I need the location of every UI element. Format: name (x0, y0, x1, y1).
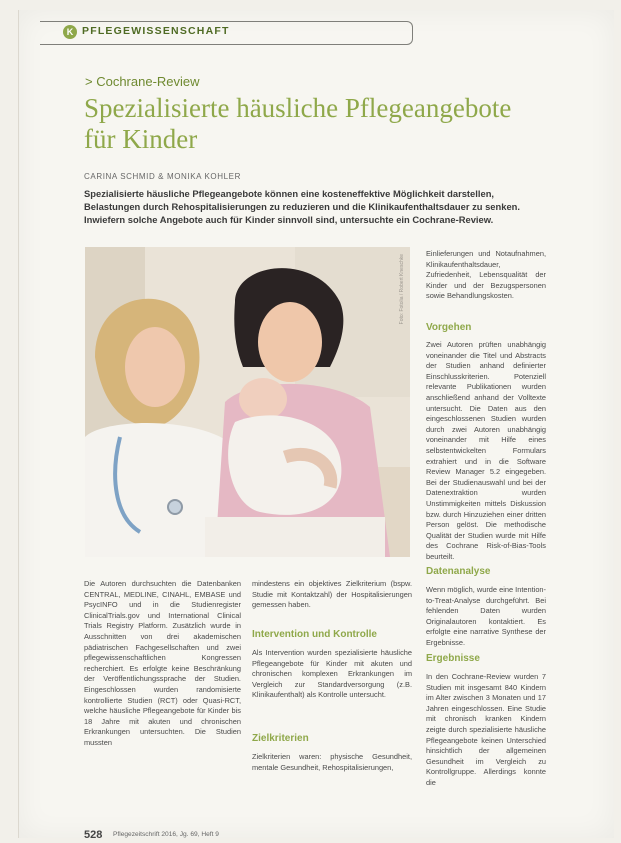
zielkriterien-body (252, 752, 412, 773)
article-lead: Spezialisierte häusliche Pflegeangebote können eine kosteneffektive Möglichkeit darstellen, Belastungen durch Rehospitalisierungen zu reduzieren und die Klinikaufenthaltsdauer zu senken. Inwiefern solche Angebote auch für Kinder sinnvoll sind, untersuchte ein Cochrane-Review. (84, 188, 521, 226)
col3-intro-text: Einlieferungen und Notaufnahmen, Klinikaufenthaltsdauer, Zufriedenheit, Lebensqualität der Kinder und der Bezugspersonen sowie Behandlungskosten. (426, 249, 546, 301)
vorgehen-body (426, 340, 546, 562)
intervention-heading: Intervention und Kontrolle (252, 629, 377, 640)
col3-intro (426, 249, 546, 302)
article-photo (85, 247, 410, 557)
section-icon: K (63, 25, 77, 39)
photo-credit: Foto: Fotolia / Robert Kneschke (399, 254, 405, 325)
col1-body (84, 579, 241, 749)
col2-top-text: mindestens ein objektives Zielkriterium (bspw. Studie mit Kontaktzahl) der Hospitalisierungen gemessen haben. (252, 579, 412, 610)
ergebnisse-heading: Ergebnisse (426, 653, 480, 664)
datenanalyse-text: Wenn möglich, wurde eine Intention-to-Treat-Analyse durchgeführt. Bei fehlenden Daten wurden Originalautoren kontaktiert. Es erfolgte eine narrative Synthese der Ergebnisse. (426, 585, 546, 647)
ergebnisse-text: In den Cochrane-Review wurden 7 Studien mit insgesamt 840 Kindern im Alter zwischen 3 Monaten und 17 Jahren eingeschlossen. Eine Studie mit chronisch kranken Kindern zeigte durch spezialisierte häusliche Pflegeangebote keinen Unterschied hinsichtlich der allgemeinen Gesundheit im Vergleich zu Kontrollgruppe. Allerdings konnte die (426, 672, 546, 787)
article-kicker: > Cochrane-Review (85, 74, 200, 89)
journal-citation: Pflegezeitschrift 2016, Jg. 69, Heft 9 (113, 831, 219, 838)
page-number: 528 (84, 829, 103, 841)
article-authors: CARINA SCHMID & MONIKA KOHLER (84, 172, 241, 181)
intervention-body (252, 648, 412, 701)
vorgehen-text: Zwei Autoren prüften unabhängig voneinander die Titel und Abstracts der Studien anhand definierter Einschlusskriterien. Potenziell relevante Publikationen wurden anschließend anhand der Volltexte untersucht. Die Daten aus den eingeschlossenen Studien wurden durch zwei Autoren unabhängig voneinander mit Hilfe eines selbstentwickelten Formulars extrahiert und in die Software Review Manager 5.2 eingegeben. Bei der Studienauswahl und bei der Datenextraktion wurden Unstimmigkeiten mittels Diskussion bzw. durch Hinzuziehen einer dritten Person gelöst. Die methodische Qualität der Studien wurde mit Hilfe des Cochrane Risk-of-Bias-Tools beurteilt. (426, 340, 546, 561)
zielkriterien-heading: Zielkriterien (252, 733, 309, 744)
zielkriterien-text: Zielkriterien waren: physische Gesundheit, mentale Gesundheit, Rehospitalisierungen, (252, 752, 412, 772)
col1-text: Die Autoren durchsuchten die Datenbanken CENTRAL, MEDLINE, CINAHL, EMBASE und PsycINFO und in die Studienregister ClinicalTrials.gov und International Clinical Trials Registry Platform. Zusätzlich wurde in Ausschnitten von drei akademischen pädiatrischen Fachgesellschaften und zwei pflegewissenschaftlichen Kongressen recherchiert. Es erfolgte keine Beschränkung der Veröffentlichungssprache der Studien. Eingeschlossen wurden randomisierte kontrollierte Studien (RCT) oder Quasi-RCT, welche häusliche Pflegeangebote für Kinder bis 18 Jahre mit akuten und chronischen Erkrankungen untersuchten. Die Studien mussten (84, 579, 241, 747)
section-label: PFLEGEWISSENSCHAFT (82, 25, 230, 37)
ergebnisse-body (426, 672, 546, 789)
datenanalyse-body (426, 585, 546, 649)
vorgehen-heading: Vorgehen (426, 322, 472, 333)
intervention-text: Als Intervention wurden spezialisierte häusliche Pflegeangebote für Kinder mit akuten und chronischen komplexen Erkrankungen im Vergleich zur Standardversorgung (z.B. Klinikaufenthalt) als Kontrolle untersucht. (252, 648, 412, 700)
col2-top (252, 579, 412, 611)
article-title: Spezialisierte häusliche Pflegeangebote für Kinder (84, 93, 512, 154)
datenanalyse-heading: Datenanalyse (426, 566, 491, 577)
